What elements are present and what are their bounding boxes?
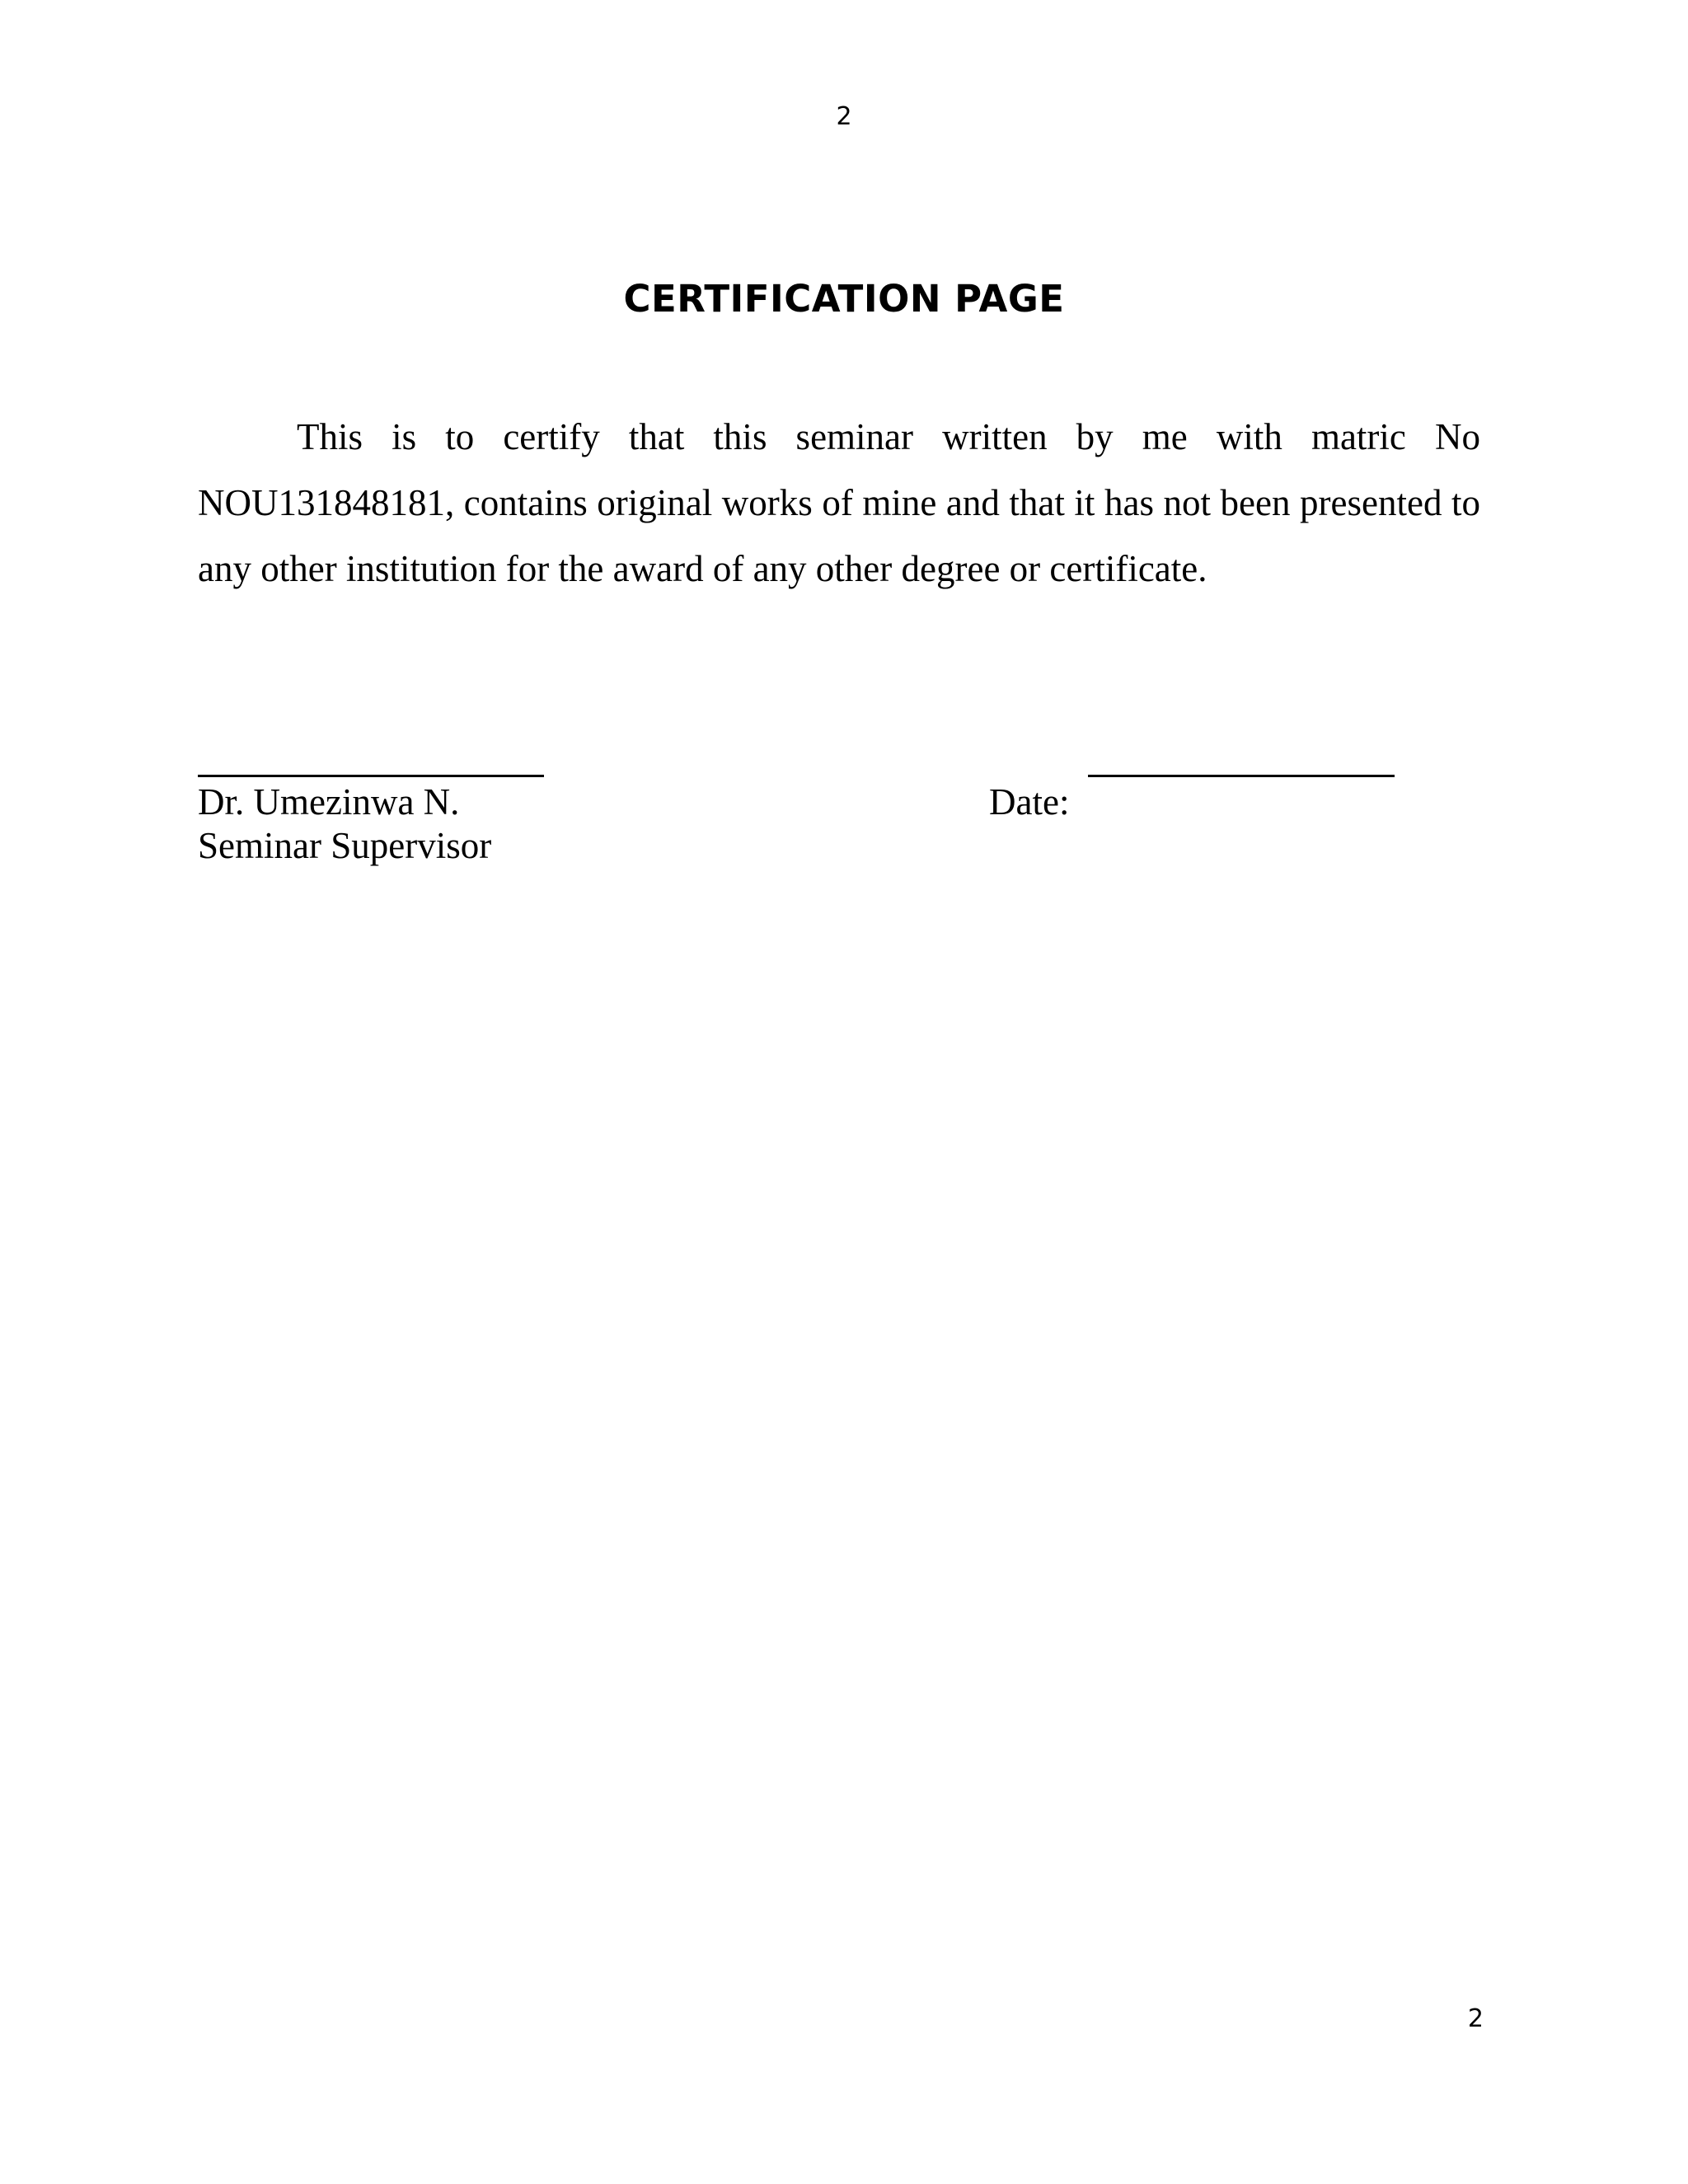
supervisor-name: Dr. Umezinwa N. [198,781,460,823]
supervisor-role: Seminar Supervisor [198,825,492,866]
certification-paragraph: This is to certify that this seminar written by me with matric No NOU131848181, contains original works of mine and that it has not been presented to any other institution for the award of any other degree or certificate. [198,416,1480,589]
date-label: Date: [989,781,1070,823]
footer-page-number: 2 [1467,2004,1484,2033]
date-signature-line [1088,775,1395,777]
header-page-number: 2 [836,102,852,131]
page-title: CERTIFICATION PAGE [623,277,1065,321]
supervisor-signature-line [198,775,544,777]
